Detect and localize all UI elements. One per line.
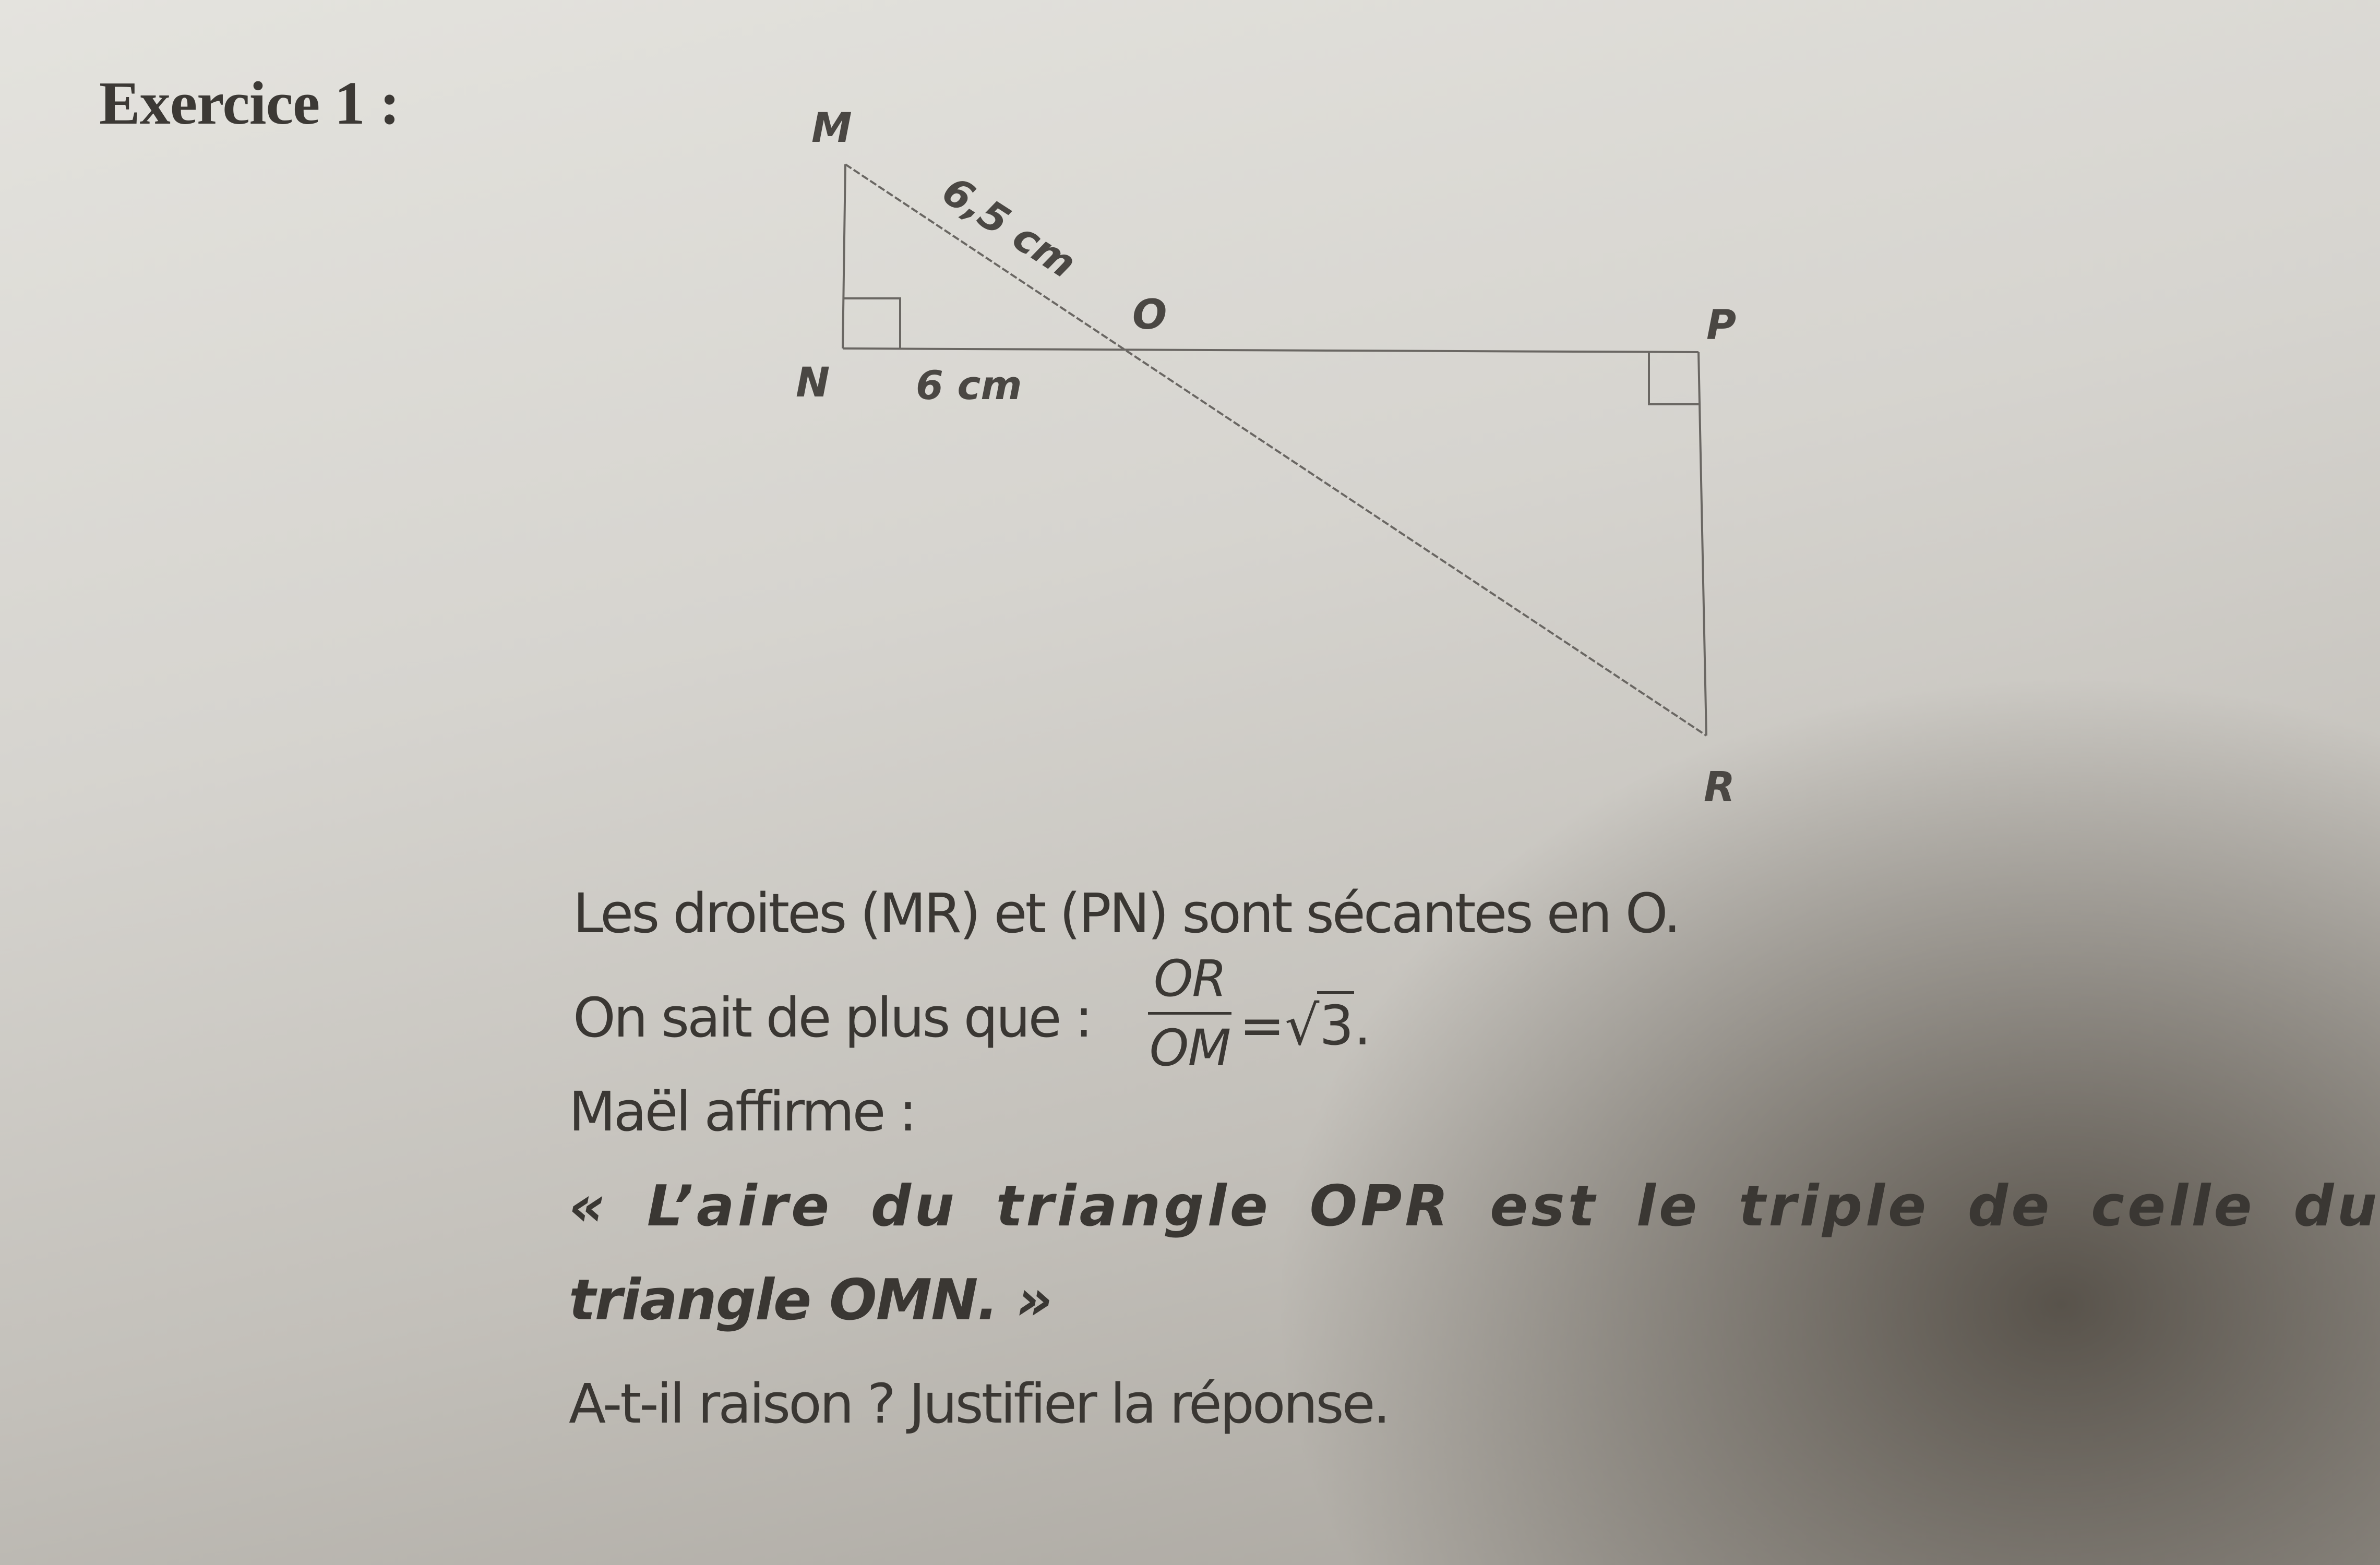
fraction-denominator: OM [1149,1019,1230,1077]
segment-MR [845,164,1706,736]
exercise-title: Exercice 1 : [99,69,400,137]
ratio-fraction [1148,949,1231,1077]
statement-line-2 [573,986,1091,1050]
sqrt-radicand: 3 [1317,991,1354,1057]
length-label-MO: 6,5 cm [934,167,1084,287]
statement-line-2-prefix: On sait de plus que : [573,986,1091,1050]
length-label-NO: 6 cm [916,362,1022,408]
segment-PR [1699,352,1706,736]
statement-line-3: Maël affirme : [569,1080,915,1143]
segment-NP [843,348,1699,352]
quote-line-2: triangle OMN. » [569,1268,1052,1333]
fraction-bar [1148,1012,1231,1015]
question-line: A-t-il raison ? Justifier la réponse. [569,1372,1389,1436]
ratio-period: . [1354,994,1371,1057]
quote-line-1: « L’aire du triangle OPR est le triple de celle du [569,1174,2380,1239]
right-angle-mark-N [843,298,900,348]
point-label-R: R [1704,764,1736,811]
point-label-O: O [1132,292,1167,339]
point-label-M: M [811,105,852,152]
right-angle-mark-P [1649,352,1699,404]
statement-line-1: Les droites (MR) et (PN) sont sécantes en O. [573,882,1679,945]
figure-lines [843,164,1706,736]
sqrt-symbol: √ [1285,994,1320,1057]
ratio-value [1239,991,1371,1057]
point-label-P: P [1706,302,1737,349]
segment-MN [843,164,845,348]
point-label-N: N [796,359,830,406]
fraction-numerator: OR [1153,949,1226,1008]
equals-sign: = [1239,994,1285,1057]
